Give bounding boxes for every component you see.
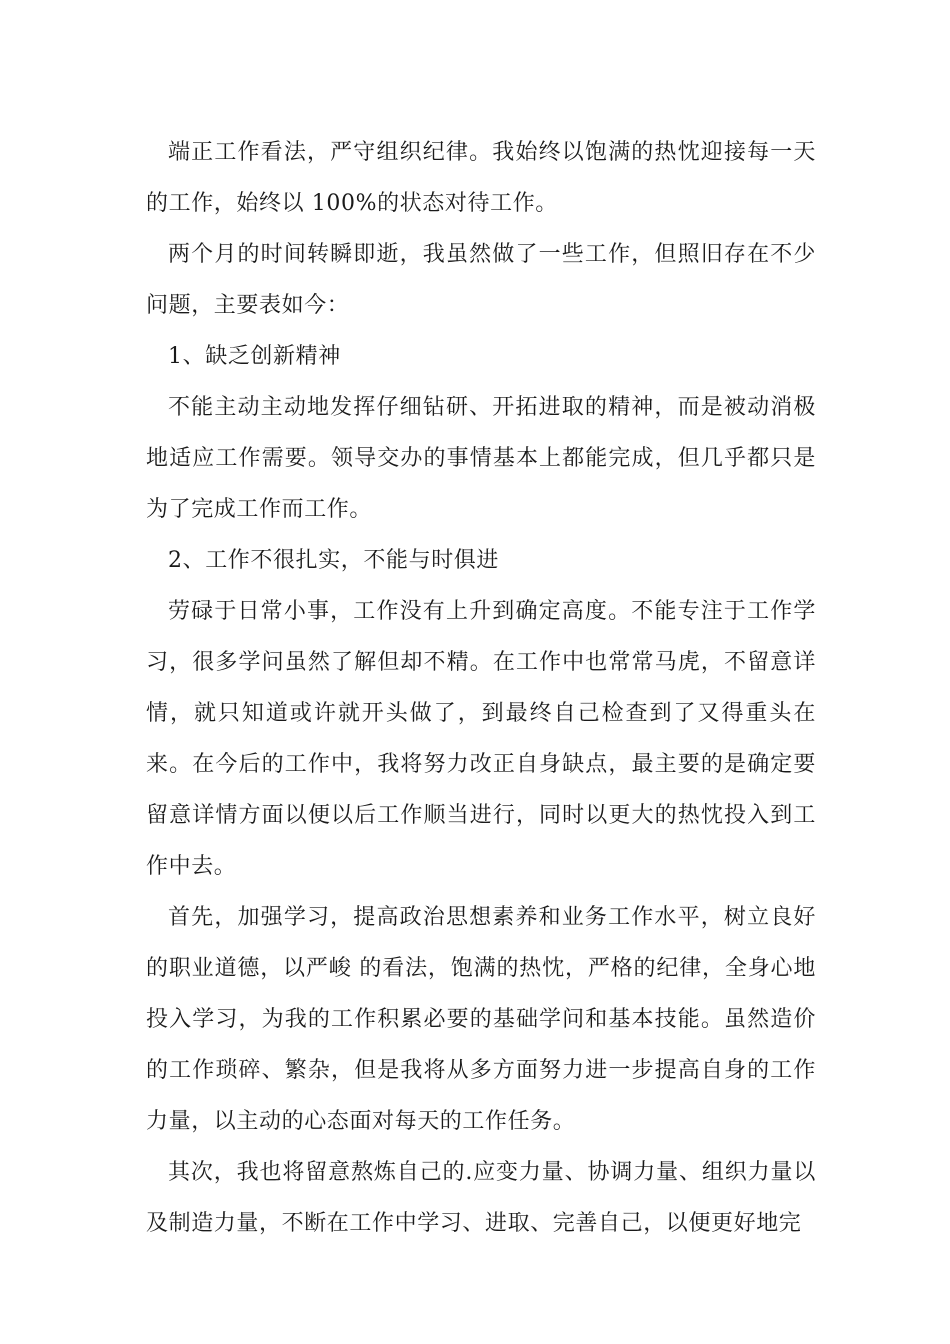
document-body [146, 127, 816, 1249]
paragraph-not-solid: 劳碌于日常小事，工作没有上升到确定高度。不能专注于工作学习，很多学问虽然了解但却不精。在工作中也常常马虎，不留意详情，就只知道或许就开头做了，到最终自己检查到了又得重头在来。在今后的工作中，我将努力改正自身缺点，最主要的是确定要留意详情方面以便以后工作顺当进行，同时以更大的热忱投入到工作中去。 [146, 599, 816, 879]
paragraph-lack-of-innovation: 不能主动主动地发挥仔细钻研、开拓进取的精神，而是被动消极地适应工作需要。领导交办的事情基本上都能完成，但几乎都只是为了完成工作而工作。 [146, 395, 816, 522]
paragraph-secondly: 其次，我也将留意熬炼自己的.应变力量、协调力量、组织力量以及制造力量，不断在工作中学习、进取、完善自己，以便更好地完 [146, 1160, 816, 1236]
paragraph-work-attitude: 端正工作看法，严守组织纪律。我始终以饱满的热忱迎接每一天的工作，始终以 100%的状态对待工作。 [146, 140, 816, 216]
paragraph-problems-intro: 两个月的时间转瞬即逝，我虽然做了一些工作，但照旧存在不少问题，主要表如今： [146, 242, 816, 318]
heading-not-solid: 2、工作不很扎实，不能与时俱进 [168, 548, 499, 573]
paragraph-firstly: 首先，加强学习，提高政治思想素养和业务工作水平，树立良好的职业道德，以严峻 的看法，饱满的热忱，严格的纪律，全身心地投入学习，为我的工作积累必要的基础学问和基本技能。虽然造价的工作琐碎、繁杂，但是我将从多方面努力进一步提高自身的工作力量，以主动的心态面对每天的工作任务。 [146, 905, 816, 1134]
heading-lack-of-innovation: 1、缺乏创新精神 [168, 344, 341, 369]
